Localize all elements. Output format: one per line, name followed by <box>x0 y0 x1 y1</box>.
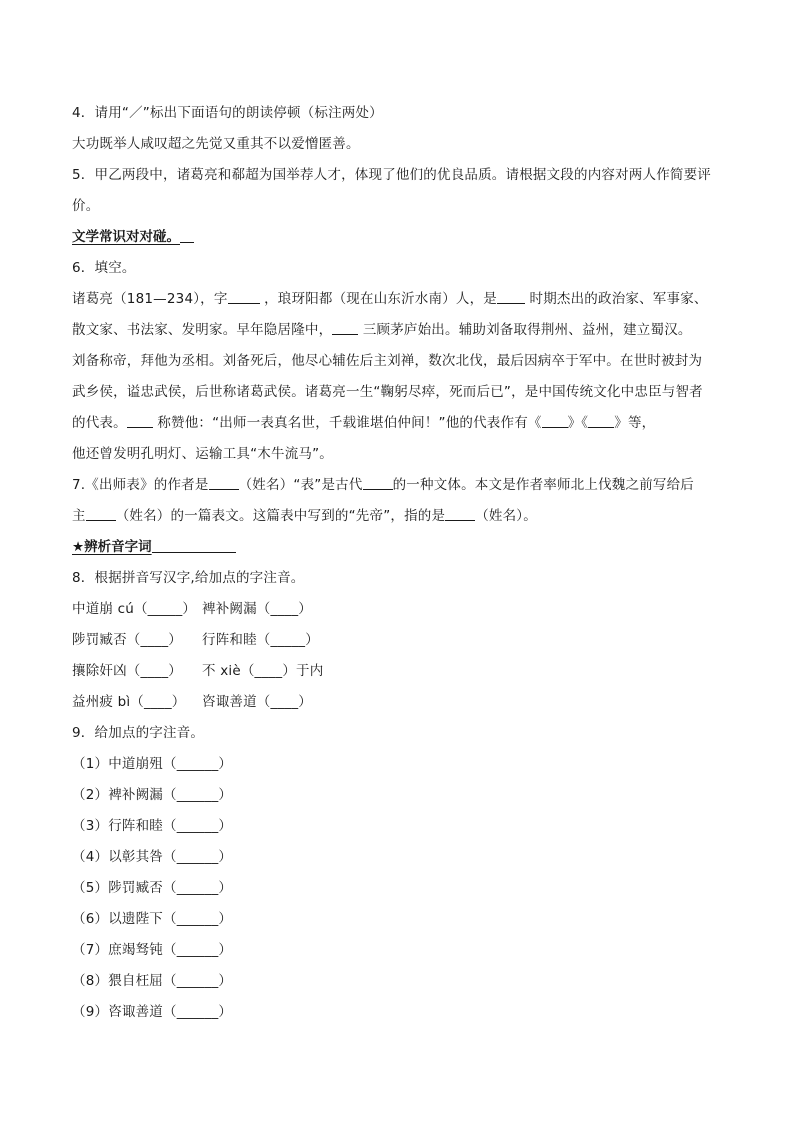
fill-blank[interactable] <box>228 289 260 304</box>
heading-underline <box>180 225 194 243</box>
fill-blank[interactable] <box>542 413 568 428</box>
question-5-line-2: 价。 <box>72 198 100 214</box>
q8-row: 陟罚臧否（____） 行阵和睦（_____） <box>72 632 319 648</box>
fill-blank[interactable] <box>497 289 525 304</box>
question-9-title: 9．给加点的字注音。 <box>72 725 205 741</box>
q9-item: （2）裨补阙漏（______） <box>72 787 233 803</box>
question-8-title: 8．根据拼音写汉字,给加点的字注音。 <box>72 570 305 586</box>
q9-item: （1）中道崩殂（______） <box>72 756 233 772</box>
question-6-line-1: 诸葛亮（181—234），字 ，琅玡阳都（现在山东沂水南）人，是 时期杰出的政治家、军事家、 <box>72 291 708 307</box>
question-4-sentence: 大功既举人咸叹超之先觉又重其不以爱憎匿善。 <box>72 136 360 152</box>
q8-row: 中道崩 cú（_____） 裨补阙漏（____） <box>72 601 312 617</box>
heading-underline <box>152 535 236 553</box>
question-6-line-3: 刘备称帝，拜他为丞相。刘备死后，他尽心辅佐后主刘禅，数次北伐，最后因病卒于军中。在世时被封为 <box>72 353 703 369</box>
section-heading-literature: 文学常识对对碰。 <box>72 222 732 253</box>
fill-blank[interactable] <box>86 506 116 521</box>
fill-blank[interactable] <box>332 320 358 335</box>
question-6-line-2: 散文家、书法家、发明家。早年隐居隆中， 三顾茅庐始出。辅助刘备取得荆州、益州，建立蜀汉。 <box>72 322 692 338</box>
q9-item: （5）陟罚臧否（______） <box>72 880 233 896</box>
fill-blank[interactable] <box>588 413 614 428</box>
q9-item: （9）咨诹善道（______） <box>72 1004 233 1020</box>
fill-blank[interactable] <box>209 475 239 490</box>
fill-blank[interactable] <box>445 506 475 521</box>
q9-item: （7）庶竭驽钝（______） <box>72 942 233 958</box>
question-5-line-1: 5．甲乙两段中，诸葛亮和郗超为国举荐人才，体现了他们的优良品质。请根据文段的内容对两人作简要评 <box>72 167 711 183</box>
q8-row: 攘除奸凶（____） 不 xiè（____）于内 <box>72 663 324 679</box>
section-heading-pronunciation: ★辨析音字词 <box>72 532 732 563</box>
question-6-line-4: 武乡侯，谥忠武侯，后世称诸葛武侯。诸葛亮一生“鞠躬尽瘁，死而后已”，是中国传统文化中忠臣与智者 <box>72 384 703 400</box>
q9-item: （3）行阵和睦（______） <box>72 818 233 834</box>
q9-item: （6）以遗陛下（______） <box>72 911 233 927</box>
question-6-line-6: 他还曾发明孔明灯、运输工具“木牛流马”。 <box>72 446 333 462</box>
question-6-line-5: 的代表。 称赞他：“出师一表真名世，千载谁堪伯仲间！”他的代表作有《 》《 》等， <box>72 415 656 431</box>
q9-item: （8）猥自枉屈（______） <box>72 973 233 989</box>
q9-item: （4）以彰其咎（______） <box>72 849 233 865</box>
question-7-line-2: 主 （姓名）的一篇表文。这篇表中写到的“先帝”，指的是 （姓名）。 <box>72 508 537 524</box>
worksheet-page <box>72 98 732 1028</box>
fill-blank[interactable] <box>127 413 153 428</box>
question-7-line-1: 7.《出师表》的作者是 （姓名）“表”是古代 的一种文体。本文是作者率师北上伐魏之前写给后 <box>72 477 694 493</box>
q8-row: 益州疲 bì（____） 咨诹善道（____） <box>72 694 312 710</box>
question-4: 4．请用“／”标出下面语句的朗读停顿（标注两处） <box>72 105 383 121</box>
question-6-title: 6．填空。 <box>72 260 136 276</box>
fill-blank[interactable] <box>363 475 393 490</box>
